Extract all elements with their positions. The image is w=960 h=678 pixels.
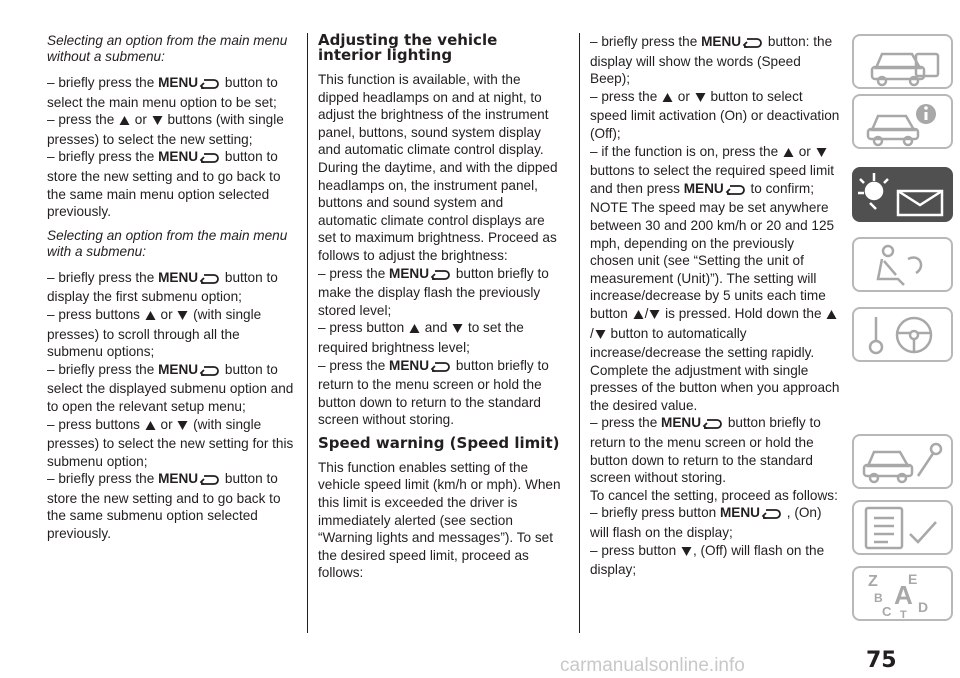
menu-return-icon <box>199 363 220 381</box>
arrow-down-icon <box>152 113 163 131</box>
arrow-down-icon <box>816 145 827 163</box>
menu-return-icon <box>199 150 220 168</box>
arrow-down-icon <box>681 544 692 562</box>
watermark: carmanualsonline.info <box>560 655 745 676</box>
menu-button-label: MENU <box>158 361 199 377</box>
tab-starting-driving[interactable] <box>852 307 953 362</box>
svg-text:T: T <box>900 609 907 619</box>
tab-index[interactable] <box>852 566 953 621</box>
arrow-up-icon <box>145 308 156 326</box>
arrow-down-icon <box>595 327 606 345</box>
menu-return-icon <box>199 472 220 490</box>
section-heading: Adjusting the vehicle interior lighting <box>318 31 498 64</box>
menu-button-label: MENU <box>389 357 430 373</box>
section-heading: Speed warning (Speed limit) <box>318 433 560 452</box>
menu-return-icon <box>199 271 220 289</box>
arrow-up-icon <box>119 113 130 131</box>
car-dashboard-icon <box>854 36 951 87</box>
subheading: Selecting an option from the main menu without a submenu: <box>47 33 288 64</box>
menu-button-label: MENU <box>158 269 199 285</box>
paragraph: – briefly press the MENU button to select the main menu option to be set; – press the or buttons (with single presses) to select the new setting; – briefly press the MENU button to store the new setting and to go back to the same main menu option selected previously. <box>47 75 284 220</box>
menu-return-icon <box>761 506 782 524</box>
menu-button-label: MENU <box>701 34 742 49</box>
subheading: Selecting an option from the main menu with a submenu: <box>47 227 288 259</box>
arrow-up-icon <box>633 307 644 325</box>
arrow-up-icon <box>826 307 837 325</box>
car-service-wrench-icon <box>854 436 951 487</box>
column-2 <box>318 33 564 589</box>
car-info-icon <box>854 96 951 147</box>
menu-button-label: MENU <box>158 75 199 90</box>
svg-text:D: D <box>918 599 929 615</box>
page-number: 75 <box>866 648 897 673</box>
paragraph: This function is available, with the dipped headlamps on and at night, to adjust the brightness of the instrument panel, buttons, sound system display and automatic climate control display. During the daytime, and with the dipped headlamps on, the instrument panel, buttons and sound system and automatic climate control displays are set to maximum brightness. Proceed as follows to adjust the brightness: – press the MENU button briefly to make the display flash the previously stored level; – press button and to set the required brightness level; – press the MENU button briefly to return to the menu screen or hold the button down to return to the standard screen without storing. <box>318 72 558 428</box>
tab-warning-lights[interactable] <box>852 167 953 222</box>
alphabetical-index-icon <box>854 568 951 619</box>
column-3 <box>590 33 840 586</box>
document-list-icon <box>854 502 951 553</box>
column-1 <box>47 33 297 550</box>
menu-button-label: MENU <box>389 265 430 281</box>
paragraph: – briefly press the MENU button to display the first submenu option; – press buttons or (with single presses) to scroll through all the submenu options; – briefly press the MENU button to select the displayed submenu option and to open the relevant setup menu; – press buttons or (with single presses) to select the new setting for this submenu option; – briefly press the MENU button to store the new setting and to go back to the same submenu option selected previously. <box>47 269 294 542</box>
menu-return-icon <box>725 182 746 200</box>
column-divider <box>579 33 580 633</box>
menu-return-icon <box>702 416 723 434</box>
arrow-down-icon <box>452 321 463 339</box>
paragraph: – briefly press the MENU button: the display will show the words (Speed Beep); – press the or button to select speed limit activation (On) or deactivation (Off); – if the function is on, press the or buttons to select the required speed limit and then press MENU to confirm; NOTE The speed may be set anywhere between 30 and 200 km/h or 20 and 125 mph, depending on the previously chosen unit (see “Setting the unit of measurement (Unit)”). The setting will increase/decrease by 5 units each time button / is pressed. Hold down the / button to automatically increase/decrease the setting rapidly. Complete the adjustment with single presses of the button when you approach the desired value. – press the MENU button briefly to return to the menu screen or hold the button down to return to the standard screen without storing. To cancel the setting, proceed as follows: – briefly press button MENU , (On) will flash on the display; – press button , (Off) will flash on the display; <box>590 34 840 578</box>
seatbelt-airbag-icon <box>854 239 951 290</box>
column-divider <box>307 33 308 633</box>
svg-text:A: A <box>894 580 913 610</box>
tab-safety[interactable] <box>852 237 953 292</box>
menu-button-label: MENU <box>683 180 724 196</box>
menu-button-label: MENU <box>719 505 760 521</box>
arrow-down-icon <box>695 90 706 108</box>
key-steering-wheel-icon <box>854 309 951 360</box>
tab-maintenance[interactable] <box>852 434 953 489</box>
tab-dashboard[interactable] <box>852 34 953 89</box>
paragraph: This function enables setting of the vehicle speed limit (km/h or mph). When this limit is exceeded the driver is immediately alerted (see section “Warning lights and messages”). To set the desired speed limit, proceed as follows: <box>318 459 561 581</box>
menu-return-icon <box>430 359 451 377</box>
svg-text:E: E <box>908 571 918 587</box>
arrow-down-icon <box>177 418 188 436</box>
menu-button-label: MENU <box>158 471 199 487</box>
arrow-up-icon <box>409 321 420 339</box>
svg-text:C: C <box>882 604 892 619</box>
arrow-down-icon <box>649 307 660 325</box>
tab-info[interactable] <box>852 94 953 149</box>
menu-return-icon <box>742 35 763 53</box>
arrow-down-icon <box>177 308 188 326</box>
arrow-up-icon <box>662 90 673 108</box>
arrow-up-icon <box>145 418 156 436</box>
menu-button-label: MENU <box>661 415 702 431</box>
menu-return-icon <box>430 267 451 285</box>
arrow-up-icon <box>783 145 794 163</box>
tab-technical-data[interactable] <box>852 500 953 555</box>
warning-light-message-icon <box>854 169 951 220</box>
menu-return-icon <box>199 76 220 94</box>
menu-button-label: MENU <box>158 149 199 165</box>
svg-text:Z: Z <box>868 573 878 590</box>
svg-text:B: B <box>874 591 883 605</box>
